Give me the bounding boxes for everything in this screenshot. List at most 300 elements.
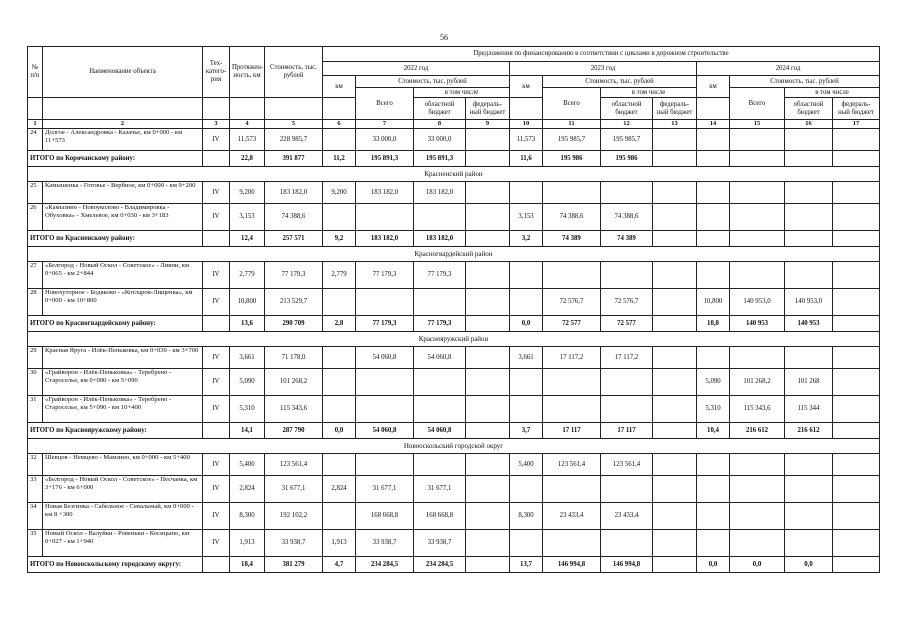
total-row [28, 151, 880, 167]
total-cell: 54 060,8 [414, 423, 466, 439]
total-cell [466, 231, 510, 247]
col-category-cont [203, 98, 230, 120]
section-title: Красненский район [28, 167, 880, 182]
table-cell: 5,090 [697, 369, 730, 396]
table-cell [466, 369, 510, 396]
total-cell [697, 231, 730, 247]
table-cell: 2,779 [323, 262, 356, 289]
total-cell: 0,0 [510, 316, 543, 332]
km-2023: км [510, 76, 543, 98]
table-cell [323, 289, 356, 316]
table-cell: 9,200 [323, 182, 356, 204]
regional-2022: областной бюджет [414, 98, 466, 120]
object-name: Новая Безгинка - Сабельное - Севальный, км 0+000 - км 8 +300 [43, 503, 203, 530]
table-cell [833, 347, 880, 369]
total-cell: 77 179,3 [356, 316, 414, 332]
table-cell [833, 454, 880, 476]
table-cell: 31 677,1 [265, 476, 323, 503]
table-cell: 8,300 [510, 503, 543, 530]
table-cell: 5,310 [697, 396, 730, 423]
table-row [28, 204, 880, 231]
total-cell: 146 994,8 [543, 557, 601, 573]
col-length-cont [230, 98, 265, 120]
table-cell [414, 454, 466, 476]
column-number: 6 [323, 120, 356, 129]
table-cell [323, 454, 356, 476]
table-cell: 5,310 [230, 396, 265, 423]
total-cell [730, 151, 785, 167]
row-number: 28 [28, 289, 43, 316]
table-cell: 10,800 [230, 289, 265, 316]
table-cell: 101 268,2 [730, 369, 785, 396]
row-number: 30 [28, 369, 43, 396]
object-name: «Белгород - Новый Оскол - Советское» - Песчанка, км 3+176 - км 6+000 [43, 476, 203, 503]
total-cell [785, 151, 833, 167]
table-cell [466, 503, 510, 530]
total-cell [653, 423, 697, 439]
km-2022: км [323, 76, 356, 98]
section-row [28, 439, 880, 454]
total-label: ИТОГО по Красненскому району: [28, 231, 203, 247]
column-number: 3 [203, 120, 230, 129]
section-row [28, 332, 880, 347]
table-cell [833, 396, 880, 423]
row-number: 33 [28, 476, 43, 503]
table-cell [833, 289, 880, 316]
total-cell [203, 557, 230, 573]
object-name: Красная Яруга - Илёк-Пеньковка, км 0+039 - км 3+700 [43, 347, 203, 369]
table-cell: 123 561,4 [265, 454, 323, 476]
table-cell [785, 182, 833, 204]
total-cell: 22,8 [230, 151, 265, 167]
column-number: 1 [28, 120, 43, 129]
table-cell: 3,153 [510, 204, 543, 231]
row-number: 32 [28, 454, 43, 476]
total-cell: 17 117 [601, 423, 653, 439]
table-cell [653, 129, 697, 151]
table-cell: 115 343,6 [730, 396, 785, 423]
table-cell [653, 289, 697, 316]
object-name: «Грайворон - Илёк-Пеньковка» - Теребрено - Староселье, км 5+090 - км 10+400 [43, 396, 203, 423]
table-cell: IV [203, 347, 230, 369]
table-cell: 2,824 [230, 476, 265, 503]
table-cell [323, 369, 356, 396]
table-cell: 10,800 [697, 289, 730, 316]
table-cell [833, 129, 880, 151]
total-cell: 195 891,3 [414, 151, 466, 167]
table-row [28, 262, 880, 289]
table-cell [323, 396, 356, 423]
table-cell [730, 129, 785, 151]
object-name: «Камызино - Новоуколово - Владимировка - Обуховка» - Хмелевое, км 0+030 - км 3+183 [43, 204, 203, 231]
row-number: 31 [28, 396, 43, 423]
col-name: Наименование объекта [43, 47, 203, 98]
total-cell [833, 316, 880, 332]
total-cell [833, 423, 880, 439]
table-cell: 140 953,0 [730, 289, 785, 316]
row-number: 24 [28, 129, 43, 151]
table-cell [466, 182, 510, 204]
section-row [28, 247, 880, 262]
table-cell: 72 576,7 [543, 289, 601, 316]
table-cell [323, 129, 356, 151]
table-row [28, 129, 880, 151]
total-cell: 140 953 [730, 316, 785, 332]
table-cell: 31 677,1 [356, 476, 414, 503]
table-cell [601, 530, 653, 557]
table-cell: 11,573 [230, 129, 265, 151]
total-cell: 4,7 [323, 557, 356, 573]
table-cell [730, 262, 785, 289]
total-cell: 391 877 [265, 151, 323, 167]
table-cell: 101 268,2 [265, 369, 323, 396]
table-cell: IV [203, 182, 230, 204]
km-2024-cont [697, 98, 730, 120]
section-title: Новооскольский городской округ [28, 439, 880, 454]
table-cell: 71 178,0 [265, 347, 323, 369]
year-2023: 2023 год [510, 62, 697, 76]
total-cell [653, 557, 697, 573]
total-cell: 195 986 [601, 151, 653, 167]
object-name: Шевцов - Немцево - Мамзино, км 0+000 - км 5+400 [43, 454, 203, 476]
column-number-row [28, 120, 880, 129]
table-cell: 77 179,3 [265, 262, 323, 289]
table-cell [697, 530, 730, 557]
col-category: Тех- катего- рия [203, 47, 230, 98]
table-cell [653, 262, 697, 289]
table-cell: 123 561,4 [601, 454, 653, 476]
table-cell [510, 476, 543, 503]
table-cell [543, 182, 601, 204]
total-cell: 10,4 [697, 423, 730, 439]
total-cell [833, 151, 880, 167]
total-cell: 287 790 [265, 423, 323, 439]
table-cell [785, 476, 833, 503]
section-title: Краснояружский район [28, 332, 880, 347]
total-cell: 74 389 [543, 231, 601, 247]
table-cell [730, 454, 785, 476]
km-2022-cont [323, 98, 356, 120]
column-number: 2 [43, 120, 203, 129]
table-cell: 101 268 [785, 369, 833, 396]
table-cell: 74 388,6 [601, 204, 653, 231]
table-cell: 213 529,7 [265, 289, 323, 316]
table-row [28, 530, 880, 557]
total-cell [653, 151, 697, 167]
table-header [28, 47, 880, 129]
table-cell [466, 289, 510, 316]
table-cell: 228 985,7 [265, 129, 323, 151]
total-2023: Всего [543, 88, 601, 120]
total-label: ИТОГО по Корочанскому району: [28, 151, 203, 167]
table-cell [785, 503, 833, 530]
table-row [28, 454, 880, 476]
table-cell [653, 396, 697, 423]
total-row [28, 316, 880, 332]
column-number: 8 [414, 120, 466, 129]
table-cell: 2,779 [230, 262, 265, 289]
table-cell [653, 204, 697, 231]
table-cell [510, 289, 543, 316]
table-cell [730, 503, 785, 530]
row-number: 29 [28, 347, 43, 369]
column-number: 16 [785, 120, 833, 129]
total-2024: Всего [730, 88, 785, 120]
column-number: 12 [601, 120, 653, 129]
table-cell [543, 262, 601, 289]
total-cell [203, 231, 230, 247]
row-number: 27 [28, 262, 43, 289]
table-cell: 115 343,6 [265, 396, 323, 423]
table-cell: 195 985,7 [601, 129, 653, 151]
total-cell [466, 557, 510, 573]
total-cell: 77 179,3 [414, 316, 466, 332]
table-cell: 11,573 [510, 129, 543, 151]
table-cell [730, 347, 785, 369]
table-cell: 183 182,0 [414, 182, 466, 204]
table-cell: 77 179,3 [356, 262, 414, 289]
total-cell [653, 231, 697, 247]
table-cell [414, 396, 466, 423]
table-row [28, 476, 880, 503]
table-cell: 54 060,8 [356, 347, 414, 369]
table-cell: 33 938,7 [414, 530, 466, 557]
table-cell: 33 000,0 [356, 129, 414, 151]
total-cell [203, 423, 230, 439]
total-cell: 9,2 [323, 231, 356, 247]
table-cell [653, 476, 697, 503]
table-cell [414, 369, 466, 396]
table-cell [601, 182, 653, 204]
table-cell [697, 129, 730, 151]
table-cell: 9,200 [230, 182, 265, 204]
regional-2024: областной бюджет [785, 98, 833, 120]
table-cell [785, 204, 833, 231]
total-row [28, 423, 880, 439]
total-cell: 11,2 [323, 151, 356, 167]
table-cell: 195 985,7 [543, 129, 601, 151]
table-cell [466, 476, 510, 503]
column-number: 15 [730, 120, 785, 129]
table-cell [323, 204, 356, 231]
federal-2024: федераль- ный бюджет [833, 98, 880, 120]
table-cell: 115 344 [785, 396, 833, 423]
total-cell: 257 571 [265, 231, 323, 247]
column-number: 4 [230, 120, 265, 129]
proposals-heading: Предложения по финансированию в соответствии с циклами в дорожном строительстве [323, 47, 880, 62]
total-cell: 54 060,8 [356, 423, 414, 439]
table-cell [785, 454, 833, 476]
total-cell [203, 316, 230, 332]
table-cell [466, 530, 510, 557]
table-cell [833, 262, 880, 289]
table-cell: 54 060,8 [414, 347, 466, 369]
table-cell [697, 454, 730, 476]
total-cell: 195 986 [543, 151, 601, 167]
table-cell: IV [203, 289, 230, 316]
total-cell: 216 612 [785, 423, 833, 439]
total-cell: 2,8 [323, 316, 356, 332]
table-cell: 2,824 [323, 476, 356, 503]
col-no-cont [28, 98, 43, 120]
table-cell [730, 182, 785, 204]
col-no: № п/п [28, 47, 43, 98]
total-cell: 183 182,0 [414, 231, 466, 247]
table-row [28, 503, 880, 530]
col-length: Протяжен- ность, км [230, 47, 265, 98]
table-cell [833, 476, 880, 503]
km-2024: км [697, 76, 730, 98]
table-cell: IV [203, 129, 230, 151]
table-cell: 33 938,7 [265, 530, 323, 557]
table-cell [653, 369, 697, 396]
total-cell: 10,8 [697, 316, 730, 332]
total-row [28, 231, 880, 247]
table-cell: 183 182,0 [265, 182, 323, 204]
table-cell [466, 454, 510, 476]
table-cell [601, 396, 653, 423]
section-title: Красногвардейский район [28, 247, 880, 262]
table-cell [510, 396, 543, 423]
total-cell: 74 389 [601, 231, 653, 247]
including-2024: в том числе [785, 88, 880, 98]
column-number: 5 [265, 120, 323, 129]
column-number: 9 [466, 120, 510, 129]
total-cell: 72 577 [601, 316, 653, 332]
table-cell: 1,913 [323, 530, 356, 557]
cost-2023: Стоимость, тыс. рублей [543, 76, 697, 88]
table-cell: 31 677,1 [414, 476, 466, 503]
object-name: Камышенка - Готовье - Вербное, км 0+000 - км 9+200 [43, 182, 203, 204]
table-cell: 17 117,2 [543, 347, 601, 369]
table-cell [543, 476, 601, 503]
table-cell: IV [203, 369, 230, 396]
object-name: Новый Оскол - Валуйки - Ровеньки - Косицыно, км 0+027 - км 1+940 [43, 530, 203, 557]
table-cell [510, 262, 543, 289]
total-cell: 0,0 [697, 557, 730, 573]
table-cell [785, 530, 833, 557]
row-number: 26 [28, 204, 43, 231]
total-cell: 72 577 [543, 316, 601, 332]
object-name: Новохуторное - Бодяково - «Котларов-Лищенка», км 0+000 - км 10+800 [43, 289, 203, 316]
table-row [28, 369, 880, 396]
page-number: 56 [440, 33, 448, 42]
table-cell [697, 347, 730, 369]
table-cell: 72 576,7 [601, 289, 653, 316]
column-number: 10 [510, 120, 543, 129]
column-number: 11 [543, 120, 601, 129]
total-cell: 17 117 [543, 423, 601, 439]
table-cell [697, 476, 730, 503]
table-cell: 183 182,0 [356, 182, 414, 204]
financing-table [27, 46, 880, 573]
table-cell [323, 503, 356, 530]
federal-2023: федераль- ный бюджет [653, 98, 697, 120]
table-row [28, 396, 880, 423]
table-cell [697, 204, 730, 231]
table-cell: IV [203, 530, 230, 557]
total-cell: 216 612 [730, 423, 785, 439]
table-cell [510, 530, 543, 557]
total-2022: Всего [356, 88, 414, 120]
table-cell [785, 347, 833, 369]
table-cell [356, 454, 414, 476]
regional-2023: областной бюджет [601, 98, 653, 120]
row-number: 35 [28, 530, 43, 557]
total-cell [466, 423, 510, 439]
km-2023-cont [510, 98, 543, 120]
table-cell [833, 204, 880, 231]
table-cell: IV [203, 262, 230, 289]
table-cell [697, 503, 730, 530]
table-cell: IV [203, 454, 230, 476]
total-cell: 12,4 [230, 231, 265, 247]
total-row [28, 557, 880, 573]
col-cost-cont [265, 98, 323, 120]
table-body [28, 129, 880, 573]
table-cell [356, 396, 414, 423]
table-cell [356, 289, 414, 316]
table-cell [730, 530, 785, 557]
table-cell [466, 396, 510, 423]
table-cell [833, 530, 880, 557]
column-number: 7 [356, 120, 414, 129]
table-row [28, 289, 880, 316]
total-cell: 0,0 [730, 557, 785, 573]
table-cell: 5,400 [510, 454, 543, 476]
table-cell [653, 454, 697, 476]
table-cell [414, 289, 466, 316]
total-cell [833, 231, 880, 247]
total-cell: 140 953 [785, 316, 833, 332]
col-name-cont [43, 98, 203, 120]
table-cell [833, 369, 880, 396]
table-cell: 5,400 [230, 454, 265, 476]
total-label: ИТОГО по Новооскольскому городскому округу: [28, 557, 203, 573]
table-cell: 33 938,7 [356, 530, 414, 557]
table-cell [785, 262, 833, 289]
column-number: 13 [653, 120, 697, 129]
table-cell: 168 668,8 [356, 503, 414, 530]
total-cell [466, 316, 510, 332]
table-cell: 5,090 [230, 369, 265, 396]
total-label: ИТОГО по Красногвардейскому району: [28, 316, 203, 332]
column-number: 14 [697, 120, 730, 129]
total-cell [466, 151, 510, 167]
total-cell [833, 557, 880, 573]
table-cell [414, 204, 466, 231]
table-cell: 1,913 [230, 530, 265, 557]
table-cell [466, 204, 510, 231]
cost-2022: Стоимость, тыс. рублей [356, 76, 510, 88]
col-cost: Стоимость, тыс. рублей [265, 47, 323, 98]
total-cell: 11,6 [510, 151, 543, 167]
table-cell: 74 388,6 [543, 204, 601, 231]
table-cell: 3,661 [510, 347, 543, 369]
total-cell: 3,2 [510, 231, 543, 247]
table-cell [323, 347, 356, 369]
table-cell: 77 179,3 [414, 262, 466, 289]
total-cell: 18,4 [230, 557, 265, 573]
table-cell: 140 953,0 [785, 289, 833, 316]
total-cell: 234 284,5 [414, 557, 466, 573]
table-cell [653, 182, 697, 204]
year-2022: 2022 год [323, 62, 510, 76]
table-row [28, 182, 880, 204]
total-cell [785, 231, 833, 247]
total-cell: 195 891,3 [356, 151, 414, 167]
including-2022: в том числе [414, 88, 510, 98]
